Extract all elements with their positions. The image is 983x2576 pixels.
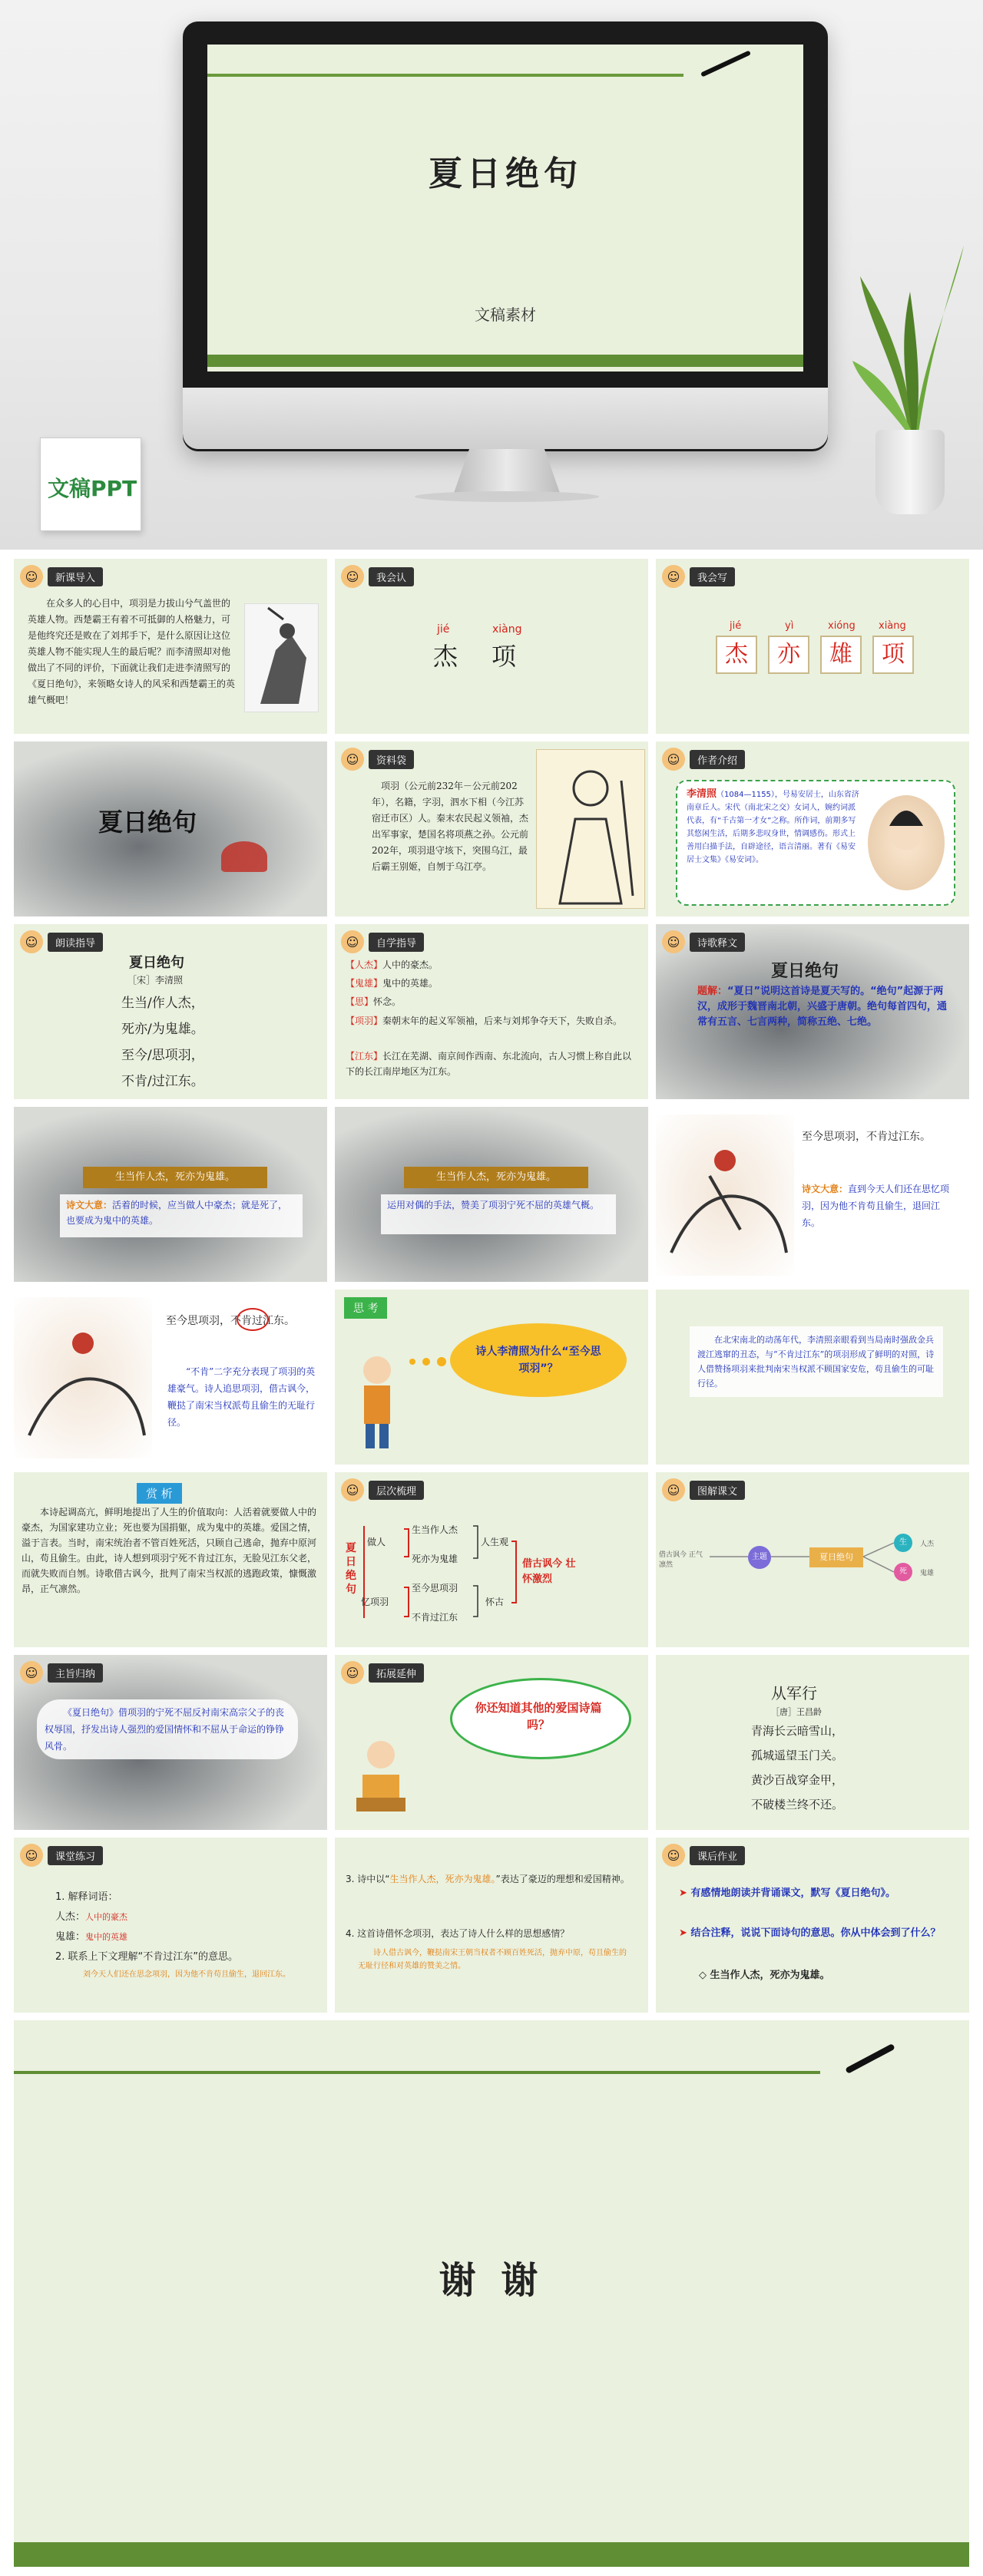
slide-think-answer xyxy=(656,1290,969,1465)
slide-line1-technique xyxy=(335,1107,648,1282)
brush-icon xyxy=(845,2043,895,2074)
student-icon: ☺ xyxy=(662,1478,685,1501)
branch-1b: 死亦为鬼雄 xyxy=(412,1554,458,1564)
word-label: 鬼雄： xyxy=(55,1931,86,1943)
note-tag: 【人杰】 xyxy=(346,959,383,970)
monitor-stand-base xyxy=(415,491,599,502)
tree-root: 夏日绝句 xyxy=(346,1542,356,1596)
think-label: 思 考 xyxy=(344,1297,387,1319)
header-label: 我会认 xyxy=(369,567,414,586)
slide-info-bag xyxy=(335,741,648,916)
slide-appreciate xyxy=(14,1472,327,1647)
slide-recognize xyxy=(335,559,648,734)
student-icon: ☺ xyxy=(20,1661,43,1684)
slide-title-ink xyxy=(14,741,327,916)
plant-leaves-icon xyxy=(852,230,968,438)
poem-line: 至今思项羽，不肯过江东。 xyxy=(802,1131,931,1143)
slide-header xyxy=(341,1478,424,1501)
header-label: 作者介绍 xyxy=(690,750,745,769)
note-tag: 【项羽】 xyxy=(346,1016,383,1026)
end-top-rule xyxy=(14,2071,820,2074)
arrow-icon: ➤ xyxy=(679,1927,687,1939)
meaning-lead: 诗文大意： xyxy=(802,1184,849,1194)
note-tag: 【思】 xyxy=(346,996,374,1007)
practice-q1: 1. 解释词语： xyxy=(55,1891,118,1903)
tree-conclusion: 借古讽今 壮怀激烈 xyxy=(522,1558,576,1585)
thought-dots xyxy=(408,1356,454,1366)
horse-illustration xyxy=(14,1297,152,1458)
student-icon: ☺ xyxy=(341,748,364,771)
student-icon: ☺ xyxy=(20,565,43,588)
extra-poem-author: ［唐］王昌龄 xyxy=(771,1707,822,1717)
slide-theme xyxy=(14,1655,327,1830)
extra-poem-line-2: 孤城遥望玉门关。 xyxy=(751,1749,844,1762)
header-label: 图解课文 xyxy=(690,1481,745,1500)
thinking-boy-icon xyxy=(350,1351,404,1451)
student-icon: ☺ xyxy=(662,930,685,953)
branch-2-result: 怀古 xyxy=(485,1597,505,1607)
author-portrait xyxy=(868,795,945,890)
note-2 xyxy=(346,976,637,989)
end-bottom-rule xyxy=(14,2542,969,2567)
note-text: 秦朝末年的起义军领袖，后来与刘邦争夺天下，失败自杀。 xyxy=(382,1016,623,1026)
note-tag: 【江东】 xyxy=(346,1051,383,1062)
extra-poem-line-4: 不破楼兰终不还。 xyxy=(751,1798,844,1811)
theme-text: 《夏日绝句》借项羽的宁死不屈反衬南宋高宗父子的丧权辱国，抒发出诗人强烈的爱国情怀和不屈从于命运的铮铮风骨。 xyxy=(37,1699,298,1759)
pinyin-2: yì xyxy=(785,620,794,632)
slide-self-study xyxy=(335,924,648,1099)
slide-think xyxy=(335,1290,648,1465)
branch-1: 做人 xyxy=(367,1537,386,1547)
char-box-1: 杰 xyxy=(716,636,757,674)
hero-subtitle: 文稿素材 xyxy=(475,305,536,324)
monitor-chin xyxy=(183,388,828,449)
diagram-node-death: 死 xyxy=(894,1563,912,1581)
banner: 生当作人杰，死亦为鬼雄。 xyxy=(404,1167,588,1188)
slide-header xyxy=(20,1844,103,1867)
slide-extra-poem xyxy=(656,1655,969,1830)
note-4 xyxy=(346,1013,637,1029)
student-icon: ☺ xyxy=(20,930,43,953)
meaning-box xyxy=(60,1194,303,1237)
slide-homework xyxy=(656,1838,969,2013)
author-text xyxy=(687,788,862,867)
homework-sub: ◇ 生当作人杰，死亦为鬼雄。 xyxy=(699,1970,830,1981)
screen-bottom-rule xyxy=(207,355,803,367)
slide-reading xyxy=(14,924,327,1099)
slide-end xyxy=(14,2020,969,2567)
banner: 生当作人杰，死亦为鬼雄。 xyxy=(83,1167,267,1188)
slide-title: 夏日绝句 xyxy=(98,807,197,837)
poem-author: ［宋］李清照 xyxy=(127,975,184,986)
header-label: 主旨归纳 xyxy=(48,1663,103,1683)
extra-poem-line-3: 黄沙百战穿金甲， xyxy=(751,1773,844,1787)
analysis-text: “不肯”二字充分表现了项羽的英雄豪气。诗人追思项羽，借古讽今，鞭挞了南宋当权派苟且偷生的无耻行径。 xyxy=(167,1366,316,1428)
diagram-left: 借古讽今 正气凛然 xyxy=(659,1551,703,1569)
explain-title: 夏日绝句 xyxy=(771,962,839,981)
student-icon: ☺ xyxy=(662,748,685,771)
q3-part-b: ”表达了豪迈的理想和爱国精神。 xyxy=(495,1874,630,1884)
pinyin-4: xiàng xyxy=(879,620,906,632)
char-box-3: 雄 xyxy=(820,636,862,674)
practice-q3 xyxy=(346,1871,637,1887)
hero-title: 夏日绝句 xyxy=(429,154,582,193)
poem-title: 夏日绝句 xyxy=(129,955,184,971)
practice-a4: 诗人借古讽今，鞭挞南宋王朝当权者不顾百姓死活，抛弃中原，苟且偷生的无耻行径和对英雄的赞美之情。 xyxy=(358,1949,627,1970)
q3-part-a: 3. 诗中以“ xyxy=(346,1874,390,1884)
note-text: 鬼中的英雄。 xyxy=(382,978,439,989)
pinyin-jie: jié xyxy=(437,623,450,636)
warrior-illustration xyxy=(244,603,319,712)
branch-2b: 不肯过江东 xyxy=(412,1612,458,1623)
header-label: 资料袋 xyxy=(369,750,414,769)
monitor-stand xyxy=(453,449,561,495)
word-answer: 鬼中的英雄 xyxy=(85,1932,128,1942)
xiangyu-text: 项羽（公元前232年－公元前202年），名籍，字羽，泗水下相（今江苏宿迁市区）人。秦末农民起义领袖，杰出军事家，楚国名将项燕之孙。公元前202年，项羽退守垓下，突围乌江，最后霸王别姬，自刎于乌江亭。 xyxy=(372,781,529,872)
practice-q4: 4. 这首诗借怀念项羽，表达了诗人什么样的思想感情？ xyxy=(346,1928,570,1939)
word-answer: 人中的豪杰 xyxy=(85,1912,128,1922)
homework-item-1 xyxy=(679,1885,948,1902)
meaning-text: 活着的时候，应当做人中豪杰；就是死了，也要成为鬼中的英雄。 xyxy=(66,1200,288,1226)
brand-logo: 文稿PPT xyxy=(48,476,137,501)
slide-header xyxy=(20,1661,103,1684)
screen-top-rule xyxy=(207,74,683,77)
slide-header xyxy=(20,565,103,588)
note-text: 怀念。 xyxy=(373,996,402,1007)
explain-text xyxy=(697,984,951,1030)
poem-line-2: 死亦/为鬼雄。 xyxy=(121,1022,204,1037)
horse-illustration xyxy=(656,1115,794,1276)
slide-header xyxy=(662,1844,745,1867)
extra-poem-line-1: 青海长云暗雪山， xyxy=(751,1724,844,1738)
header-label: 新课导入 xyxy=(48,567,103,586)
slide-practice-2 xyxy=(335,1838,648,2013)
slide-intro xyxy=(14,559,327,734)
slide-header xyxy=(341,565,414,588)
note-3 xyxy=(346,995,637,1008)
end-title: 谢 谢 xyxy=(439,2259,544,2302)
branch-2: 忆项羽 xyxy=(361,1597,389,1607)
poem-line-1: 生当/作人杰， xyxy=(121,996,204,1011)
extra-poem-title: 从军行 xyxy=(771,1684,817,1702)
meaning-text xyxy=(802,1181,955,1231)
char-box-4: 项 xyxy=(872,636,914,674)
slide-header xyxy=(341,748,414,771)
technique-box: 运用对偶的手法，赞美了项羽宁死不屈的英雄气概。 xyxy=(381,1194,616,1234)
slide-header xyxy=(662,565,735,588)
slide-header xyxy=(20,930,103,953)
poem-line: 至今思项羽，不肯过江东。 xyxy=(166,1315,295,1327)
intro-text: 在众多人的心目中，项羽是力拔山兮气盖世的英雄人物。西楚霸王有着不可抵御的人格魅力，可是他终究还是败在了刘邦手下，是什么原因让这位英雄人物不能实现人生的最后呢？而李清照却对他做出了不同的评价，下面就让我们走进李清照写的《夏日绝句》，来领略女诗人的风采和西楚霸王的英雄气概吧！ xyxy=(28,598,236,705)
xiangyu-portrait xyxy=(536,749,645,909)
homework-item-2 xyxy=(679,1925,948,1942)
header-label: 自学指导 xyxy=(369,933,424,952)
student-icon: ☺ xyxy=(341,1478,364,1501)
poem-line-4: 不肯/过江东。 xyxy=(121,1074,204,1089)
student-icon: ☺ xyxy=(341,565,364,588)
meaning-body: 直到今天人们还在思忆项羽，因为他不肯苟且偷生，退回江东。 xyxy=(802,1184,950,1228)
slide-line1-meaning xyxy=(14,1107,327,1282)
diagram-center: 夏日绝句 xyxy=(809,1547,863,1567)
diagram-node-theme: 主题 xyxy=(748,1546,771,1569)
header-label: 层次梳理 xyxy=(369,1481,424,1500)
poem-line-3: 至今/思项羽， xyxy=(121,1048,204,1063)
slide-author xyxy=(656,741,969,916)
char-box-2: 亦 xyxy=(768,636,809,674)
diagram-right-1: 人杰 xyxy=(920,1541,935,1548)
q3-answer: 生当作人杰，死亦为鬼雄。 xyxy=(389,1874,496,1884)
header-label: 我会写 xyxy=(690,567,735,586)
extension-question: 你还知道其他的爱国诗篇吗？ xyxy=(475,1701,602,1732)
branch-1a: 生当作人杰 xyxy=(412,1524,458,1535)
slide-line2-meaning xyxy=(656,1107,969,1282)
slide-write xyxy=(656,559,969,734)
meaning-lead: 诗文大意： xyxy=(66,1200,113,1210)
red-figure xyxy=(221,841,267,872)
slide-header xyxy=(662,748,745,771)
diagram-right-2: 鬼雄 xyxy=(920,1570,935,1577)
pinyin-1: jié xyxy=(730,620,742,632)
char-xiang: 项 xyxy=(492,642,517,671)
highlight-circle xyxy=(237,1308,269,1331)
slide-line2-analysis xyxy=(14,1290,327,1465)
diagram-node-life: 生 xyxy=(894,1534,912,1552)
branch-2a: 至今思项羽 xyxy=(412,1583,458,1593)
slide-practice xyxy=(14,1838,327,2013)
slide-explain xyxy=(656,924,969,1099)
header-label: 朗读指导 xyxy=(48,933,103,952)
author-name: 李清照 xyxy=(687,788,717,800)
char-jie: 杰 xyxy=(433,642,458,671)
think-question: 诗人李清照为什么“至今思项羽”？ xyxy=(475,1346,601,1375)
branch-1-result: 人生观 xyxy=(481,1537,509,1547)
note-text: 长江在芜湖、南京间作西南、东北流向，古人习惯上称自此以下的长江南岸地区为江东。 xyxy=(346,1051,632,1077)
practice-w1 xyxy=(55,1908,127,1923)
explain-body: “夏日”说明这首诗是夏天写的。“绝句”起源于两汉，成形于魏晋南北朝，兴盛于唐朝。绝句每首四句，通常有五言、七言两种，简称五绝、七绝。 xyxy=(697,986,948,1028)
explain-lead: 题解： xyxy=(697,986,728,997)
homework-text: 有感情地朗读并背诵课文，默写《夏日绝句》。 xyxy=(690,1887,895,1899)
answer-text: 在北宋南北的动荡年代，李清照亲眼看到当局南时强敌金兵渡江逃窜的丑态，与“不肯过江东”的项羽形成了鲜明的对照，诗人借赞扬项羽来批判南宋当权派不顾国家安危，苟且偷生的可耻行径。 xyxy=(690,1326,943,1397)
header-label: 拓展延伸 xyxy=(369,1663,424,1683)
student-icon: ☺ xyxy=(341,1661,364,1684)
student-icon: ☺ xyxy=(662,565,685,588)
note-tag: 【鬼雄】 xyxy=(346,978,383,989)
author-bio: （1084—1155），号易安居士，山东省济南章丘人。宋代（南北宋之交）女词人，婉约词派代表，有“千古第一才女”之称。所作词，前期多写其悠闲生活，后期多悲叹身世，情调感伤。形式上善用白描手法，自辟途径，语言清丽。著有《易安居士文集》《易安词》。 xyxy=(687,791,859,864)
practice-q2: 2. 联系上下文理解“不肯过江东”的意思。 xyxy=(55,1951,239,1963)
appreciate-text: 本诗起调高亢，鲜明地提出了人生的价值取向：人活着就要做人中的豪杰，为国家建功立业；死也要为国捐躯，成为鬼中的英雄。爱国之情，溢于言表。当时，南宋统治者不管百姓死活，只顾自己逃命，抛弃中原河山，苟且偷生。由此，诗人想到项羽宁死不肯过江东，无脸见江东父老，而就失败而自刎。诗歌借古讽今，批判了南宋当权派的逃跑政策，慷慨激昂，正气凛然。 xyxy=(22,1507,317,1594)
header-label: 课后作业 xyxy=(690,1846,745,1865)
appreciate-label: 赏 析 xyxy=(137,1483,182,1504)
plant-pot xyxy=(875,430,945,514)
student-icon: ☺ xyxy=(341,930,364,953)
slide-header xyxy=(341,930,424,953)
note-1 xyxy=(346,958,637,971)
slide-header xyxy=(341,1661,424,1684)
reading-boy-icon xyxy=(350,1732,412,1816)
header-label: 诗歌释文 xyxy=(690,933,745,952)
homework-text: 结合注释，说说下面诗句的意思。你从中体会到了什么？ xyxy=(690,1927,941,1939)
pinyin-xiang: xiàng xyxy=(492,623,522,636)
pinyin-3: xióng xyxy=(828,620,856,632)
student-icon: ☺ xyxy=(662,1844,685,1867)
word-label: 人杰： xyxy=(55,1911,86,1923)
student-icon: ☺ xyxy=(20,1844,43,1867)
slide-diagram xyxy=(656,1472,969,1647)
practice-a2: 刘今天人们还在思念项羽，因为他不肯苟且偷生，退回江东。 xyxy=(83,1970,290,1979)
arrow-icon: ➤ xyxy=(679,1887,687,1899)
practice-w2 xyxy=(55,1928,127,1943)
slide-extension xyxy=(335,1655,648,1830)
note-text: 人中的豪杰。 xyxy=(382,959,439,970)
note-5 xyxy=(346,1049,637,1079)
slide-structure xyxy=(335,1472,648,1647)
header-label: 课堂练习 xyxy=(48,1846,103,1865)
slide-header xyxy=(662,930,745,953)
